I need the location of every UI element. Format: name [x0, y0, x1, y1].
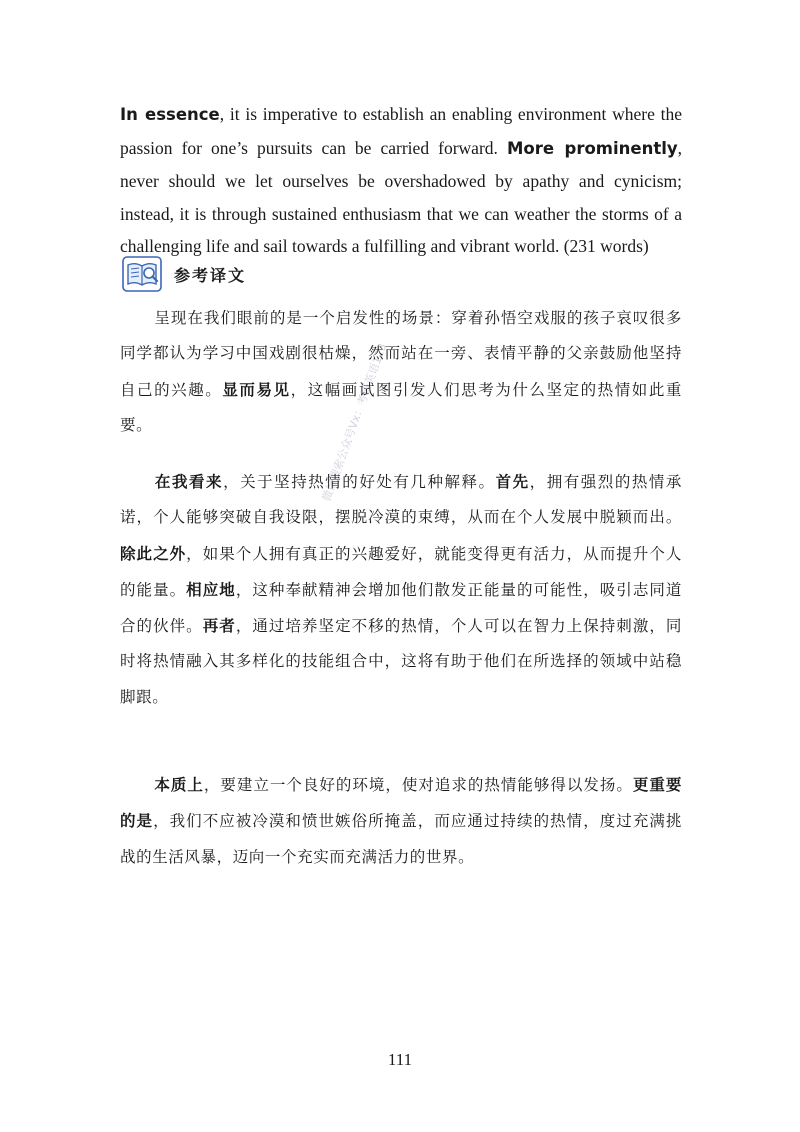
text-span: ，要建立一个良好的环境，使对追求的热情能够得以发扬。	[203, 776, 633, 794]
section-heading	[122, 256, 246, 292]
chinese-paragraph-3	[120, 767, 682, 875]
bold-phrase: 再者	[202, 616, 236, 636]
text-span: ，这种奉献精神会增加他们散发正能量的可能性，吸引志同道合的伙伴。	[120, 580, 683, 636]
chinese-paragraph-2	[120, 464, 682, 715]
book-magnifier-icon	[122, 256, 162, 292]
text-span: ，这幅画试图引发人们思考为什么坚定的热情如此重要。	[120, 380, 682, 434]
bold-phrase: 除此之外	[120, 543, 187, 563]
bold-phrase: 本质上	[154, 775, 204, 794]
chinese-paragraph-1	[120, 301, 682, 443]
text-span: , never should we let ourselves be overshadowed by apathy and cynicism; instead, it is through sustained enthusiasm that we can weather the storms of a challenging life and sail towards a fulfilling and vibrant world. (231 words)	[120, 137, 682, 256]
text-span: ，拥有强烈的热情承诺，个人能够突破自我设限，摆脱冷漠的束缚，从而在个人发展中脱颖而出。	[120, 473, 683, 527]
bold-phrase: 在我看来	[154, 472, 224, 491]
bold-phrase: 首先	[495, 472, 530, 491]
text-span: ，关于坚持热情的好处有几种解释。	[223, 473, 496, 491]
text-span: , it is imperative to establish an enabling environment where the passion for one’s pursuits can be carried forward.	[120, 104, 683, 158]
bold-phrase: 显而易见	[222, 379, 291, 399]
text-span: ，如果个人拥有真正的兴趣爱好，就能变得更有活力，从而提升个人的能量。	[120, 544, 682, 599]
text-span: ，我们不应被冷漠和愤世嫉俗所掩盖，而应通过持续的热情，度过充满挑战的生活风暴，迈向一个充实而充满活力的世界。	[120, 812, 683, 866]
page-number: 111	[387, 1050, 413, 1069]
bold-phrase: In essence	[120, 105, 220, 124]
bold-phrase: 更重要的是	[120, 775, 682, 831]
english-paragraph	[120, 98, 682, 263]
bold-phrase: More prominently	[506, 138, 678, 158]
section-title: 参考译文	[174, 265, 247, 285]
watermark: 微信搜索公众号Vx：考研英语123	[319, 341, 390, 504]
text-span: ，通过培养坚定不移的热情，个人可以在智力上保持刺激，同时将热情融入其多样化的技能组合中，这将有助于他们在所选择的领域中站稳脚跟。	[120, 617, 683, 706]
bold-phrase: 相应地	[186, 579, 236, 599]
text-span: 呈现在我们眼前的是一个启发性的场景：穿着孙悟空戏服的孩子哀叹很多同学都认为学习中国戏剧很枯燥，然而站在一旁、表情平静的父亲鼓励他坚持自己的兴趣。	[120, 309, 682, 399]
